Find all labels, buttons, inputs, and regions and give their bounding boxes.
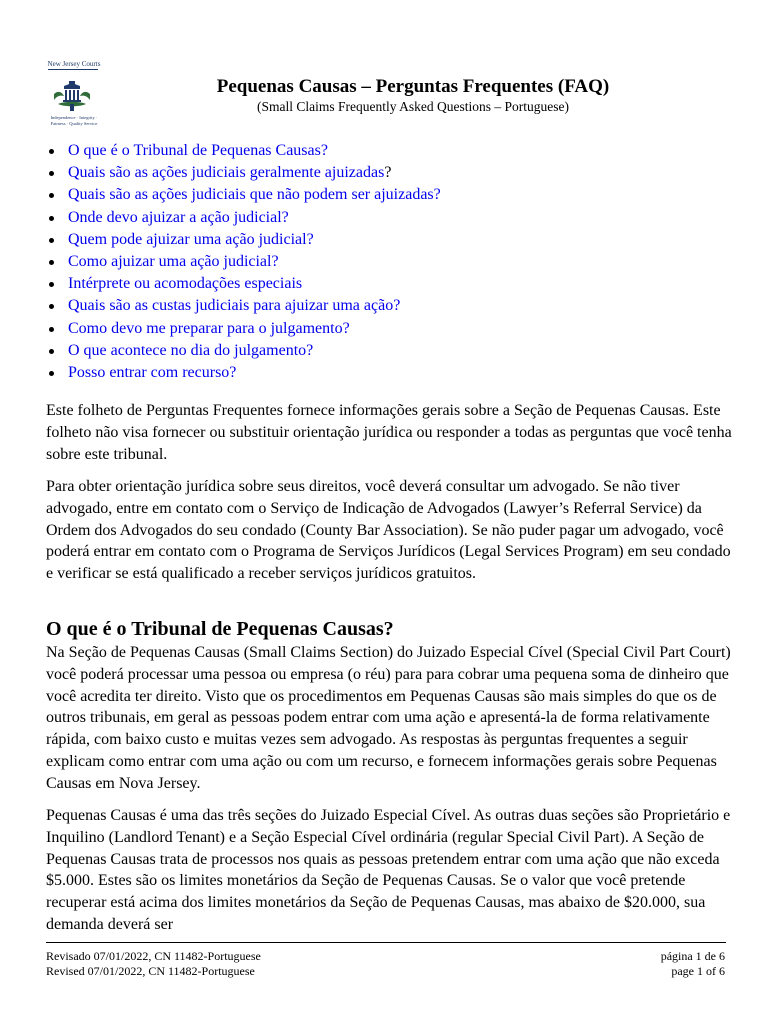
logo-tagline: Independence · Integrity · Fairness · Quality Service [50,115,98,126]
toc-item [46,184,441,206]
footer-divider [46,942,726,943]
faq-table-of-contents [46,140,441,384]
toc-link[interactable]: Como devo me preparar para o julgamento? [68,319,350,337]
toc-link[interactable]: Quem pode ajuizar uma ação judicial? [68,230,314,248]
toc-item [46,318,441,340]
toc-link[interactable]: Como ajuizar uma ação judicial? [68,253,279,271]
footer-page-number [661,949,725,979]
toc-suffix: ? [384,164,392,182]
logo-title: New Jersey Courts [47,60,101,68]
section-paragraph-2: Pequenas Causas é uma das três seções do Juizado Especial Cível. As outras duas seções são Proprietário e Inquilino (Landlord Tenant) e a Seção Especial Cível ordinária (regular Special Civil Part). A Seção de Pequenas Causas trata de processos nos quais as pessoas pretendem entrar com uma ação que não exceda $5.000. Estes são os limites monetários da Seção de Pequenas Causas. Se o valor que você pretende recuperar está acima dos limites monetários da Seção de Pequenas Causas, mas abaixo de $20.000, sua demanda deverá ser [46,807,731,933]
footer-revision-portuguese: Revisado 07/01/2022, CN 11482-Portuguese [46,949,261,963]
toc-item [46,207,441,229]
document-subtitle: (Small Claims Frequently Asked Questions – Portuguese) [257,99,569,114]
toc-item [46,229,441,251]
toc-link[interactable]: Quais são as custas judiciais para ajuizar uma ação? [68,297,401,315]
intro-paragraph-2: Para obter orientação jurídica sobre seus direitos, você deverá consultar um advogado. Se não tiver advogado, entre em contato com o Serviço de Indicação de Advogados (Lawyer’s Referral Service) da Ordem dos Advogados do seu condado (County Bar Association). Se não puder pagar um advogado, você poderá entrar em contato com o Programa de Serviços Jurídicos (Legal Services Program) em seu condado e verificar se está qualificado a receber serviços jurídicos gratuitos. [46,478,731,583]
toc-link[interactable]: Quais são as ações judiciais que não podem ser ajuizadas? [68,186,441,204]
footer-page-english: page 1 of 6 [671,964,725,978]
toc-item [46,162,441,184]
footer-revision-english: Revised 07/01/2022, CN 11482-Portuguese [46,964,255,978]
toc-item [46,340,441,362]
toc-item [46,362,441,384]
toc-item [46,251,441,273]
toc-item [46,273,441,295]
toc-link[interactable]: Onde devo ajuizar a ação judicial? [68,208,289,226]
toc-link[interactable]: Posso entrar com recurso? [68,364,237,382]
section-paragraph-1: Na Seção de Pequenas Causas (Small Claims Section) do Juizado Especial Cível (Special Civil Part Court) você poderá processar uma pessoa ou empresa (o réu) para para cobrar uma pequena soma de dinheiro que você acredita ter direito. Visto que os procedimentos em Pequenas Causas são mais simples do que os de outros tribunais, em geral as pessoas podem entrar com uma ação e apresentá-la de forma relativamente rápida, com baixo custo e muitas vezes sem advogado. As respostas às perguntas frequentes a seguir explicam como entrar com uma ação ou com um recurso, e fornecem informações gerais sobre Pequenas Causas em Nova Jersey. [46,644,731,792]
toc-link[interactable]: Quais são as ações judiciais geralmente ajuizadas [68,164,385,182]
toc-item [46,295,441,317]
logo-divider [48,69,98,70]
intro-paragraph-1: Este folheto de Perguntas Frequentes fornece informações gerais sobre a Seção de Pequenas Causas. Este folheto não visa fornecer ou substituir orientação jurídica ou responder a todas as perguntas que você tenha sobre este tribunal. [46,402,732,463]
toc-link[interactable]: O que é o Tribunal de Pequenas Causas? [68,142,328,159]
section-heading: O que é o Tribunal de Pequenas Causas? [46,618,394,640]
footer-revision [46,949,261,979]
toc-link[interactable]: O que acontece no dia do julgamento? [68,341,314,359]
footer-page-portuguese: página 1 de 6 [660,949,725,963]
toc-link[interactable]: Intérprete ou acomodações especiais [68,275,303,293]
toc-item [46,140,441,162]
document-title: Pequenas Causas – Perguntas Frequentes (FAQ) [216,76,610,97]
